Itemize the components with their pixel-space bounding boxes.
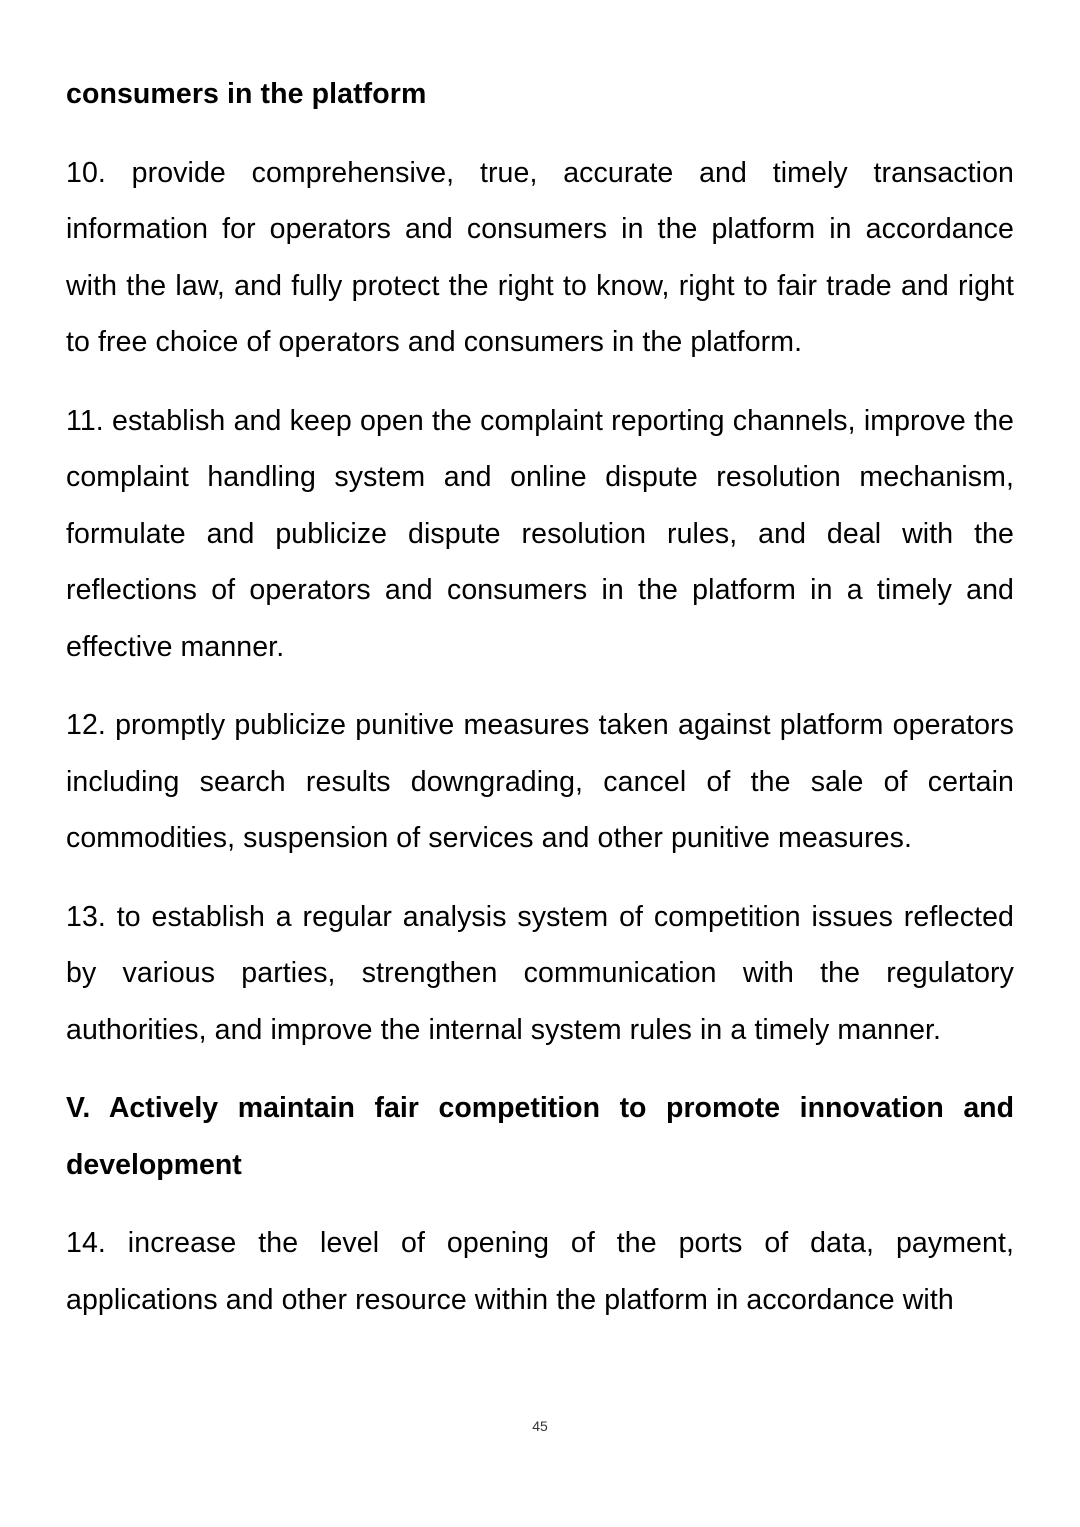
list-item-11: 11. establish and keep open the complaint reporting channels, improve the complaint handling system and online dispute resolution mechanism, formulate and publicize dispute resolution rules, and deal with the reflections of operators and consumers in the platform in a timely and effective manner.	[66, 404, 1014, 663]
list-item-12: 12. promptly publicize punitive measures taken against platform operators including search results downgrading, cancel of the sale of certain commodities, suspension of services and other punitive measures.	[66, 709, 1014, 854]
continuation-heading: consumers in the platform	[66, 78, 427, 110]
page-number: 45	[532, 1418, 548, 1434]
list-item-13: 13. to establish a regular analysis system of competition issues reflected by various parties, strengthen communication with the regulatory authorities, and improve the internal system rules in a timely manner.	[66, 900, 1014, 1046]
document-page	[66, 66, 1014, 1350]
list-item-10: 10. provide comprehensive, true, accurate and timely transaction information for operators and consumers in the platform in accordance with the law, and fully protect the right to know, right to fair trade and right to free choice of operators and consumers in the platform.	[66, 156, 1014, 358]
section-heading: V. Actively maintain fair competition to promote innovation and development	[66, 1092, 1014, 1181]
list-item-14: 14. increase the level of opening of the ports of data, payment, applications and other resource within the platform in accordance with	[66, 1227, 1014, 1316]
